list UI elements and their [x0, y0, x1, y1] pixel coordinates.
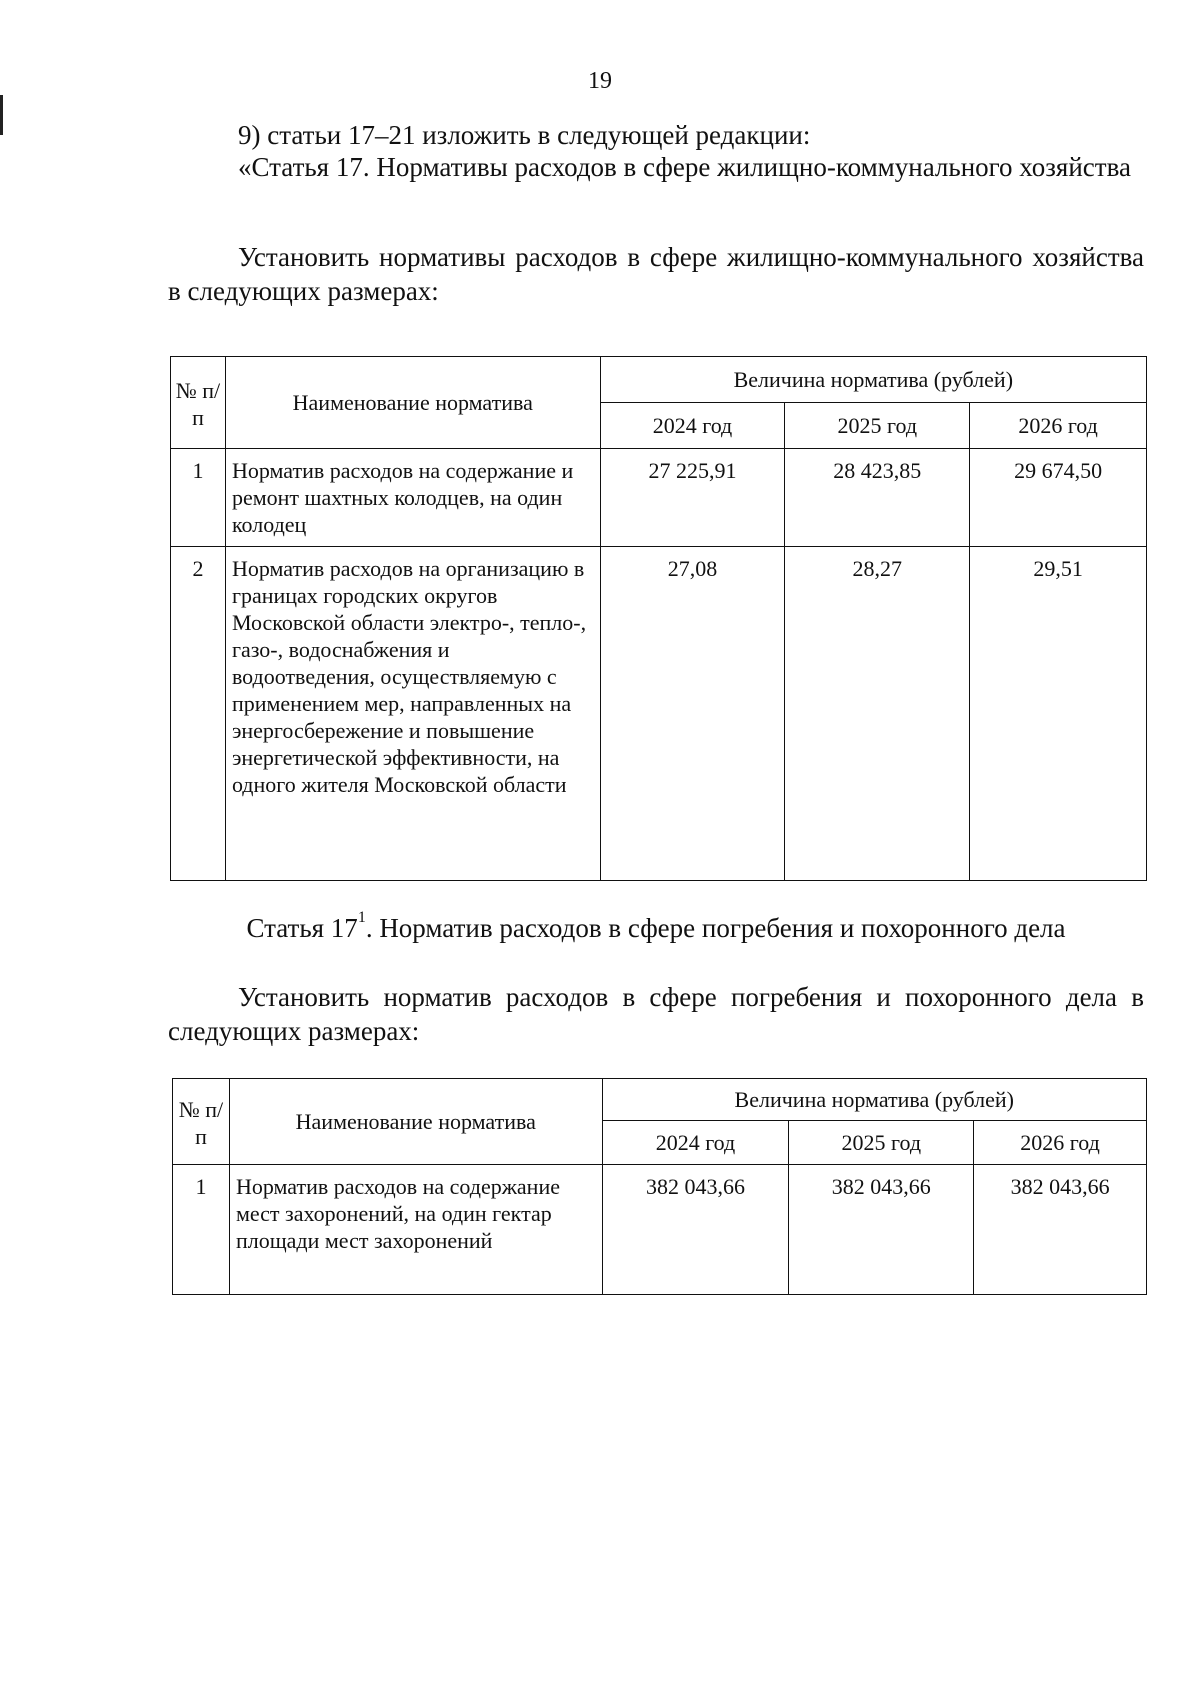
row-num: 1 [171, 449, 226, 547]
row-value: 29 674,50 [970, 449, 1147, 547]
header-name: Наименование норматива [225, 357, 600, 449]
row-value: 382 043,66 [974, 1165, 1147, 1295]
header-num: № п/п [173, 1079, 230, 1165]
row-value: 29,51 [970, 547, 1147, 881]
row-value: 28 423,85 [785, 449, 970, 547]
row-value: 382 043,66 [602, 1165, 789, 1295]
row-num: 1 [173, 1165, 230, 1295]
amendment-line: 9) статьи 17–21 изложить в следующей редакции: [238, 120, 811, 150]
row-name: Норматив расходов на содержание и ремонт шахтных колодцев, на один колодец [225, 449, 600, 547]
table-row [171, 449, 1147, 547]
row-name: Норматив расходов на организацию в границах городских округов Московской области электро-, тепло-, газо-, водоснабжения и водоотведения, осуществляемую с применением мер, направленных на энергосбережение и повышение энергетической эффективности, на одного жителя Московской области [225, 547, 600, 881]
row-value: 28,27 [785, 547, 970, 881]
article-17-1-text: Установить норматив расходов в сфере погребения и похоронного дела в следующих размерах: [168, 982, 1144, 1046]
row-value: 27,08 [600, 547, 785, 881]
article-17-1-superscript: 1 [357, 909, 366, 926]
header-year: 2026 год [974, 1121, 1147, 1165]
header-name: Наименование норматива [229, 1079, 602, 1165]
header-value-group: Величина норматива (рублей) [602, 1079, 1146, 1121]
article-17-1-prefix: Статья 17 [246, 913, 358, 943]
header-year: 2025 год [789, 1121, 974, 1165]
article-17-text: Установить нормативы расходов в сфере жилищно-коммунального хозяйства в следующих размерах: [168, 242, 1144, 306]
row-num: 2 [171, 547, 226, 881]
page-number: 19 [588, 68, 612, 94]
header-year: 2026 год [970, 403, 1147, 449]
article-17-1-suffix: . Норматив расходов в сфере погребения и похоронного дела [365, 913, 1066, 943]
header-year: 2024 год [600, 403, 785, 449]
table-row [171, 547, 1147, 881]
table-row [173, 1165, 1147, 1295]
row-value: 27 225,91 [600, 449, 785, 547]
header-year: 2024 год [602, 1121, 789, 1165]
header-value-group: Величина норматива (рублей) [600, 357, 1146, 403]
header-num: № п/п [171, 357, 226, 449]
scan-edge-mark [0, 95, 3, 135]
row-name: Норматив расходов на содержание мест захоронений, на один гектар площади мест захоронений [229, 1165, 602, 1295]
article-17-1-title [168, 909, 1144, 944]
table-burial-norms [172, 1078, 1147, 1295]
row-value: 382 043,66 [789, 1165, 974, 1295]
article-17-title: «Статья 17. Нормативы расходов в сфере жилищно-коммунального хозяйства [238, 152, 1131, 182]
header-year: 2025 год [785, 403, 970, 449]
table-utilities-norms [170, 356, 1147, 881]
